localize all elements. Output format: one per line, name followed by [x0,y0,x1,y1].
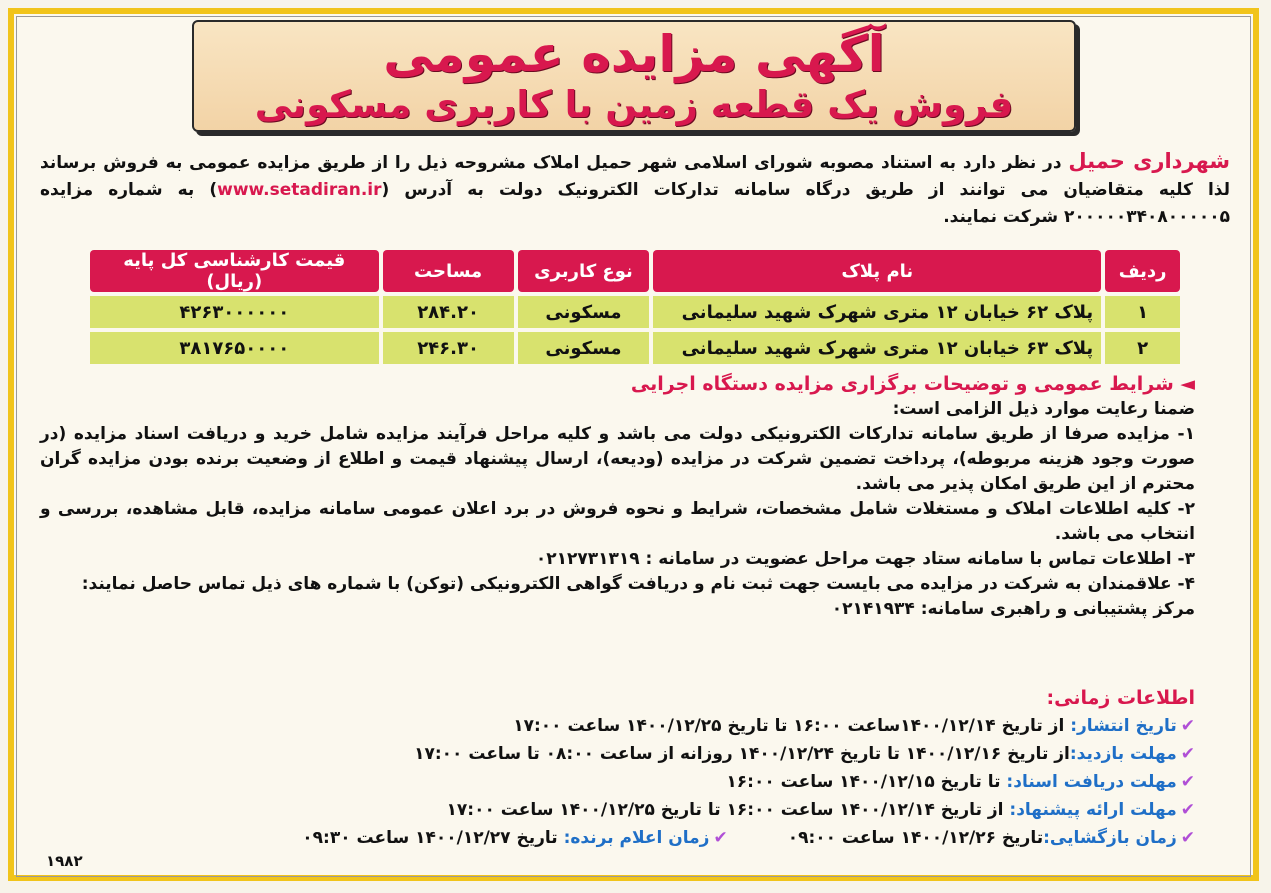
cell-price: ۳۸۱۷۶۵۰۰۰۰ [90,332,379,364]
table-row [90,296,1180,328]
opening-value: تاریخ ۱۴۰۰/۱۲/۲۶ ساعت ۰۹:۰۰ [787,828,1044,848]
condition-item: مرکز پشتیبانی و راهبری سامانه: ۰۲۱۴۱۹۳۴ [831,599,1195,619]
intro-paragraph [40,148,1230,231]
intro-text-1: در نظر دارد به استناد مصوبه شورای اسلامی شهر حمیل املاک مشروحه ذیل را از طریق مزایده عمومی به فروش برساند لذا کلیه متقاضیان می توانند از طریق درگاه سامانه تدارکات الکترونیک دولت به آدرس ( [40,153,1230,200]
cell-plate: پلاک ۶۳ خیابان ۱۲ متری شهرک شهید سلیمانی [653,332,1101,364]
check-icon: ✔ [713,828,728,848]
header-price: قیمت کارشناسی کل پایه (ریال) [90,250,379,292]
check-icon: ✔ [1180,716,1195,736]
condition-item: ۲- کلیه اطلاعات املاک و مستغلات شامل مشخصات، شرایط و نحوه فروش در برد اعلان عمومی سامانه مزایده، قابل مشاهده، بررسی و انتخاب می باشد. [40,499,1195,544]
check-icon: ✔ [1180,772,1195,792]
docs-value: تا تاریخ ۱۴۰۰/۱۲/۱۵ ساعت ۱۶:۰۰ [726,772,1007,792]
timing-section [40,684,1195,852]
timing-visit [40,740,1195,768]
cell-plate: پلاک ۶۲ خیابان ۱۲ متری شهرک شهید سلیمانی [653,296,1101,328]
offer-value: از تاریخ ۱۴۰۰/۱۲/۱۴ ساعت ۱۶:۰۰ تا تاریخ ۱۴۰۰/۱۲/۲۵ ساعت ۱۷:۰۰ [446,800,1010,820]
conditions-lead: ضمنا رعایت موارد ذیل الزامی است: [892,399,1195,419]
conditions-title: ◄ شرایط عمومی و توضیحات برگزاری مزایده دستگاه اجرایی [630,373,1195,395]
timing-title: اطلاعات زمانی: [1046,687,1195,709]
cell-area: ۲۴۶.۳۰ [383,332,514,364]
publish-value: از تاریخ ۱۴۰۰/۱۲/۱۴ساعت ۱۶:۰۰ تا تاریخ ۱۴۰۰/۱۲/۲۵ ساعت ۱۷:۰۰ [513,716,1071,736]
publish-label: تاریخ انتشار: [1070,716,1177,736]
conditions-section [40,372,1195,622]
opening-label: زمان بازگشایی: [1043,828,1177,848]
check-icon: ✔ [1180,828,1195,848]
winner-label: زمان اعلام برنده: [563,828,710,848]
timing-offer [40,796,1195,824]
timing-winner [302,824,727,852]
cell-price: ۴۲۶۳۰۰۰۰۰۰ [90,296,379,328]
cell-row: ۱ [1105,296,1180,328]
header-plate: نام پلاک [653,250,1101,292]
table-header-row [90,250,1180,292]
condition-item: ۱- مزایده صرفا از طریق سامانه تدارکات الکترونیکی دولت می باشد و کلیه مراحل فرآیند مزایده شامل خرید و دریافت اسناد مزایده (در صورت وجود هزینه مربوطه)، پرداخت تضمین شرکت در مزایده (ودیعه)، ارسال پیشنهاد قیمت و اطلاع از وضعیت برنده بودن مزایده گران محترم از این طریق امکان پذیر می باشد. [40,424,1195,494]
check-icon: ✔ [1180,744,1195,764]
visit-value: از تاریخ ۱۴۰۰/۱۲/۱۶ تا تاریخ ۱۴۰۰/۱۲/۲۴ روزانه از ساعت ۰۸:۰۰ تا ساعت ۱۷:۰۰ [414,744,1070,764]
page-title: آگهی مزایده عمومی [383,25,885,83]
municipality-name: شهرداری حمیل [1068,149,1231,173]
property-table [86,246,1184,368]
ad-code: ۱۹۸۲ [46,852,83,870]
cell-area: ۲۸۴.۲۰ [383,296,514,328]
condition-item: ۴- علاقمندان به شرکت در مزایده می بایست جهت ثبت نام و دریافت گواهی الکترونیکی (توکن) با شماره های ذیل تماس حاصل نمایند: [81,574,1195,594]
timing-last-row [40,824,1195,852]
check-icon: ✔ [1180,800,1195,820]
timing-publish [40,712,1195,740]
offer-label: مهلت ارائه پیشنهاد: [1009,800,1177,820]
setad-link[interactable]: www.setadiran.ir [217,180,382,200]
header-usage: نوع کاربری [518,250,650,292]
title-box [192,20,1076,132]
cell-usage: مسکونی [518,332,650,364]
docs-label: مهلت دریافت اسناد: [1006,772,1177,792]
page-subtitle: فروش یک قطعه زمین با کاربری مسکونی [254,83,1014,126]
timing-docs [40,768,1195,796]
cell-usage: مسکونی [518,296,650,328]
winner-value: تاریخ ۱۴۰۰/۱۲/۲۷ ساعت ۰۹:۳۰ [302,828,564,848]
header-area: مساحت [383,250,514,292]
timing-opening [788,824,1195,852]
table-row [90,332,1180,364]
visit-label: مهلت بازدید: [1069,744,1177,764]
intro-text-2: ) به شماره مزایده ۲۰۰۰۰۰۳۴۰۸۰۰۰۰۰۵ شرکت نمایند. [40,180,1230,227]
condition-item: ۳- اطلاعات تماس با سامانه ستاد جهت مراحل عضویت در سامانه : ۰۲۱۲۷۳۱۳۱۹ [535,549,1195,569]
header-row-number: ردیف [1105,250,1180,292]
cell-row: ۲ [1105,332,1180,364]
